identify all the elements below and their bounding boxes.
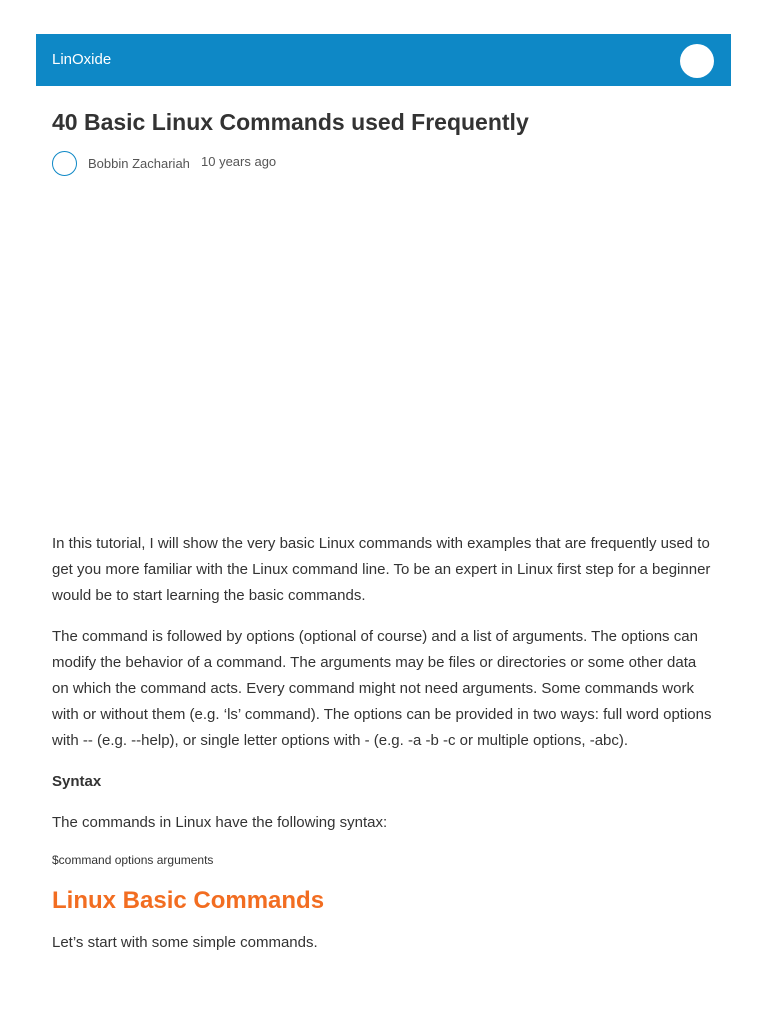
intro-paragraph: In this tutorial, I will show the very basic Linux commands with examples that are frequently used to get you more familiar with the Linux command line. To be an expert in Linux first step for a beginner would be to start learning the basic commands. (52, 535, 711, 604)
article-title: 40 Basic Linux Commands used Frequently (52, 109, 529, 135)
options-paragraph: The command is followed by options (optional of course) and a list of arguments. The options can modify the behavior of a command. The arguments may be files or directories or some other data on which the command acts. Every command might not need arguments. Some commands work with or without them (e.g. ‘ls’ command). The options can be provided in two ways: full word options with -- (e.g. --help), or single letter options with - (e.g. -a -b -c or multiple options, -abc). (52, 628, 712, 749)
post-time: 10 years ago (201, 154, 277, 169)
article-body (52, 531, 717, 956)
top-bar (36, 34, 731, 86)
author-name-link[interactable]: Bobbin Zachariah (88, 156, 190, 171)
site-brand-link[interactable]: LinOxide (52, 51, 112, 68)
author-avatar[interactable] (52, 151, 77, 176)
syntax-intro: The commands in Linux have the following syntax: (52, 814, 388, 831)
syntax-heading: Syntax (52, 773, 102, 790)
menu-circle-icon[interactable] (680, 44, 714, 78)
section-intro: Let’s start with some simple commands. (52, 934, 318, 951)
section-heading: Linux Basic Commands (52, 887, 325, 914)
syntax-code: $command options arguments (52, 853, 214, 867)
